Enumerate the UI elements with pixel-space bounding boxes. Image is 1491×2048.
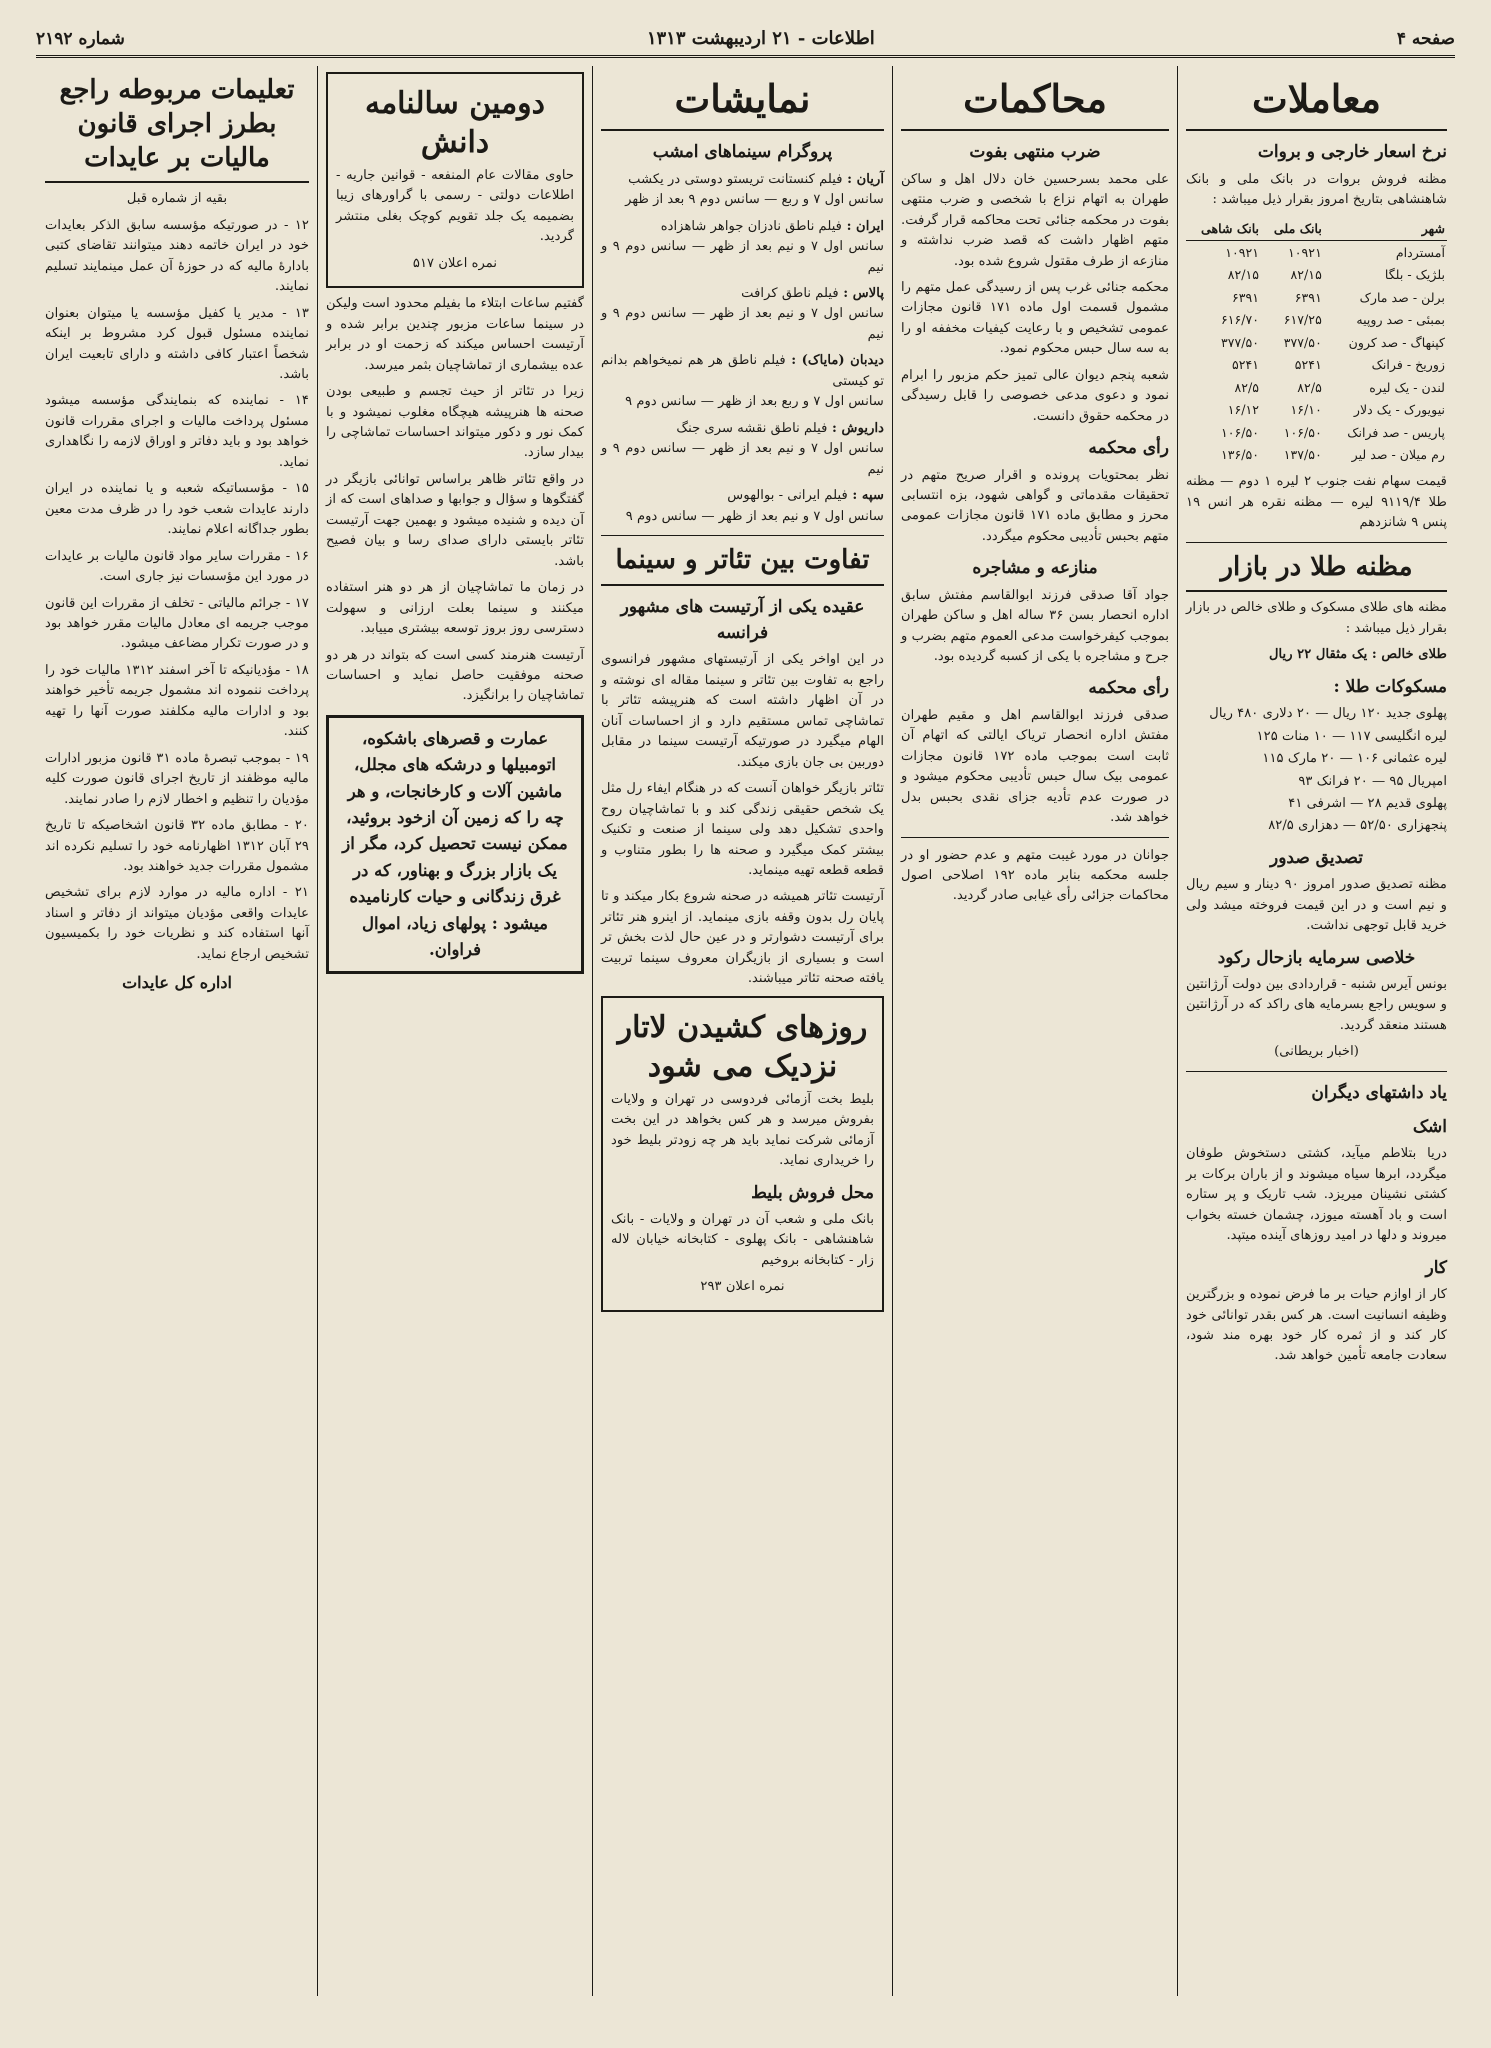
lottery-places: بانک ملی و شعب آن در تهران و ولایات - بانک شاهنشاهی - بانک پهلوی - کتابخانه خیابان لاله زار - کتابخانه بروخیم [611,1211,874,1268]
verdict-heading-2: رأی محکمه [1088,678,1169,699]
rates-cell: ۱۳۷/۵۰ [1283,447,1322,463]
column-tax [37,66,317,1996]
rates-cell: ۶۱۶/۷۰ [1220,312,1260,328]
coin-price: امپریال ۹۵ — ۲۰ فرانک ۹۳ [1298,773,1447,789]
rates-column-header: شهر [1324,217,1447,241]
almanac-ad-number: نمره اعلان ۵۱۷ [412,255,498,271]
coin-price: لیره انگلیسی ۱۱۷ — ۱۰ منات ۱۲۵ [1256,728,1447,744]
lottery-ad-number: نمره اعلان ۲۹۳ [700,1279,785,1295]
rates-cell: ۳۷۷/۵۰ [1220,334,1260,350]
rates-cell: زوریخ - فرانک [1371,357,1445,373]
rates-cell: ۸۲/۱۵ [1227,267,1260,283]
court-text-1: علی محمد بسرحسین خان دلال اهل و ساکن طهران به اتهام نزاع با شخصی و ضرب منتهی بفوت در محکمه جنائی تحت محاکمه قرار گرفت. متهم اظهار داشت که قصد ضرب نداشته و منازعه از طرف مقتول شروع شده بود. [901,171,1169,269]
rates-cell: ۱۰۶/۵۰ [1283,424,1322,440]
rates-cell: بلژیک - بلگا [1384,267,1445,283]
pure-gold: طلای خالص : یک مثقال ۲۲ ریال [1268,647,1447,663]
page-number: صفحه ۴ [1396,28,1455,49]
theatre-text-2: تئاتر بازیگر خواهان آنست که در هنگام ایفاء رل مثل یک شخص حقیقی زندگی کند و با تماشاچیان روح واحدی تشکیل دهد ولی سینما از صنعت و تکنیک بیشتر کمک میگیرد و صحنه ها را بطور متناوب و قطعه قطعه تهیه مینماید. [601,781,884,878]
show-times: سانس اول ۷ و نیم بعد از ظهر — سانس دوم ۹ [625,508,884,524]
court-sub-2: منازعه و مشاجره [972,558,1098,579]
cinema-name: داریوش : [827,420,884,436]
capital-text: بونس آیرس شنبه - قراردادی بین دولت آرژانتین و سویس راجع بسرمایه های راکد که در آرژانتین هستند منعقد گردید. [1186,976,1447,1033]
coin-price: پهلوی جدید ۱۲۰ ریال — ۲۰ دلاری ۴۸۰ ریال [1209,706,1447,722]
rates-row [1186,264,1447,287]
cinema-name: سپه : [847,488,884,504]
gold-intro: مظنه های طلای مسکوک و طلای خالص در بازار بقرار ذیل میباشد : [1186,600,1447,636]
rates-cell: آمستردام [1395,244,1445,260]
court-text-2: محکمه جنائی غرب پس از رسیدگی عمل متهم را مشمول قسمت اول ماده ۱۷۱ قانون مجازات عمومی تشخیص و با رعایت کیفیات مخففه او را به سه سال حبس محکوم نمود. [901,280,1169,357]
coins-heading: مسکوکات طلا : [1333,676,1447,697]
coin-price: پهلوی قدیم ۲۸ — اشرفی ۴۱ [1288,795,1447,811]
tax-paragraph: ۱۸ - مؤدیانیکه تا آخر اسفند ۱۳۱۲ مالیات خود را پرداخت ننموده اند مشمول جریمه تأخیر خواهند بود و ادارات مالیه مکلفند صورت آنها را تهیه کنند. [45,662,309,740]
film-title: فیلم ناطق کرافت [741,286,839,301]
rates-cell: ۸۲/۱۵ [1290,267,1322,283]
almanac-text-3: در واقع تئاتر ظاهر براساس توانائی بازیگر در گفتگوها و سؤال و جوابها و صداهای است که از آن دیده و شنیده میشود و بهمین جهت آرتیست تئاتر بایستی دارای صدای رسا و بیان فصیح باشد. [326,471,584,569]
tax-paragraph: ۱۵ - مؤسساتیکه شعبه و یا نماینده در ایران دارند عایدات شعب خود را در ظرف مدت معین بطور جداگانه اعلام نمایند. [45,481,309,538]
newspaper-date: اطلاعات - ۲۱ اردیبهشت ۱۳۱۳ [646,28,875,49]
rates-heading: نرخ اسعار خارجی و بروات [1257,142,1447,163]
lottery-text: بلیط بخت آزمائی فردوسی در تهران و ولایات بفروش میرسد و هر کس بخواهد در این بخت آزمائی شرکت نماید باید هر چه زودتر بلیط خود را خریداری نماید. [611,1091,874,1169]
rates-cell: کپنهاگ - صد کرون [1348,334,1445,350]
poem-title: اشک [1412,1117,1447,1138]
issue-number: شماره ۲۱۹۲ [36,28,125,49]
program-list [601,170,884,527]
gold-headline: مظنه طلا در بازار [1186,551,1447,593]
capital-source: (اخبار بریطانی) [1274,1044,1359,1060]
export-text: مظنه تصدیق صدور امروز ۹۰ دینار و سیم ریال و نیم است و در این قیمت فروخته میشد ولی خرید قابل توجهی نداشت. [1186,877,1447,934]
verdict-text-1: نظر بمحتویات پرونده و اقرار صریح متهم در تحقیقات مقدماتی و گواهی شهود، بزه انتسابی محرز و مطابق ماده ۱۷۱ قانون مجازات عمومی متهم بحبس تأدیبی محکوم میگردد. [901,467,1169,544]
film-title: فیلم ایرانی - بوالهوس [727,488,848,504]
film-title: فیلم ناطق نقشه سری جنگ [676,420,828,436]
tax-paragraph: ۱۷ - جرائم مالیاتی - تخلف از مقررات این قانون موجب جریمه ای معادل مالیات مقرر خواهد بود و در صورت تکرار مضاعف میشود. [45,595,309,652]
shows-headline: نمایشات [601,74,884,131]
theatre-text-3: آرتیست تئاتر همیشه در صحنه شروع بکار میکند و تا پایان رل بدون وقفه بازی مینماید. از اینرو هنر تئاتر برای آرتیست دشوارتر و در عین حال لذت بخش تر است و بسیاری از بازیگران معروف سینما تربیت یافته صحنه تئاتر میباشند. [601,889,884,987]
column-shows [592,66,892,1996]
rates-row [1186,286,1447,309]
rates-cell: ۸۲/۵ [1234,379,1260,395]
tax-paragraph: ۲۰ - مطابق ماده ۳۲ قانون اشخاصیکه تا تاریخ ۲۹ آبان ۱۳۱۲ اظهارنامه خود را تسلیم نکرده اند مشمول مقررات جدید خواهند بود. [45,818,310,874]
cinema-name: ایران : [841,218,884,234]
poem-text: دریا بتلاطم میآید، کشتی دستخوش طوفان میگردد، ابرها سیاه میشوند و از باران برکات بر کشتی نشینان میریزد. شب تاریک و پر ستاره است و باد آهسته میوزد، چشمان خسته بخواب میروند و دلها در امید روزهای آینده میتپد. [1186,1146,1447,1244]
rates-row [1186,376,1447,399]
rates-cell: ۱۰۶/۵۰ [1220,424,1260,440]
cinema-program [601,486,884,527]
rates-cell: ۱۶/۱۲ [1227,402,1260,418]
tax-paragraph: ۲۱ - اداره مالیه در موارد لازم برای تشخیص عایدات واقعی مؤدیان میتواند از دفاتر و اسناد آنها استفاده کند و نظریات خود را بکمیسیون تشخیص ارجاع نماید. [45,885,309,962]
rates-cell: ۱۳۶/۵۰ [1220,447,1260,463]
rates-cell: بمبئی - صد روپیه [1356,312,1445,328]
tax-paragraph: ۱۹ - بموجب تبصرهٔ ماده ۳۱ قانون مزبور ادارات مالیه موظفند از تاریخ اجرای قانون صورت کلیه مؤدیان را تنظیم و اخطار لازم را صادر نمایند. [45,750,309,807]
tax-paragraph: ۱۳ - مدیر یا کفیل مؤسسه یا میتوان بعنوان نماینده مسئول قبول کرد مشروط بر اینکه شخصاً اعتبار کافی داشته و دارای تابعیت ایران باشد. [45,305,309,383]
work-advertisement: عمارت و قصرهای باشکوه، اتومبیلها و درشکه های مجلل، ماشین آلات و کارخانجات، و هر چه را که زمین آن ازخود بروئید، ممکن نیست تحصیل کرد، مگر از یک بازار بزرگ و بهناور، که در غرق زندگانی و حیات کارنامیده میشود : پولهای زیاد، اموال فراوان. [326,715,584,975]
program-heading: پروگرام سینماهای امشب [652,142,833,163]
rates-column-header: بانک ملی [1261,217,1324,241]
column-court [892,66,1177,1996]
cinema-program [601,419,884,480]
columns [36,66,1455,1996]
court-headline: محاکمات [901,74,1169,131]
lottery-places-heading: محل فروش بلیط [751,1182,874,1203]
lottery-ad [601,996,884,1312]
almanac-ad [326,72,584,288]
tax-headline: تعلیمات مربوطه راجع بطرز اجرای قانون مالیات بر عایدات [45,74,309,183]
notes-heading: یاد داشتهای دیگران [1311,1082,1447,1103]
tax-continued: بقیه از شماره قبل [126,191,228,207]
almanac-intro: حاوی مقالات عام المنفعه - قوانین جاریه - اطلاعات دولتی - رسمی با گراورهای زیبا بضمیمه یک جلد تقویم کوچک بغلی منتشر گردید. [336,168,574,245]
cinema-program [601,170,884,211]
almanac-text-4: در زمان ما تماشاچیان از هر دو هنر استفاده میکنند و سینما بعلت ارزانی و سهولت دسترسی روز بروز توسعه بیشتری مییابد. [326,580,584,637]
rates-cell: ۶۱۷/۲۵ [1283,312,1322,328]
rates-cell: ۱۶/۱۰ [1290,402,1322,418]
rates-cell: برلن - صد مارک [1359,289,1445,305]
lottery-title: روزهای کشیدن لاتار نزدیک می شود [617,1009,868,1084]
rates-column-header: بانک شاهی [1186,217,1261,241]
rates-row [1186,331,1447,354]
court-text-3: شعبه پنجم دیوان عالی تمیز حکم مزبور را ابرام نمود و دعوی مدعی خصوصی را قابل رسیدگی در محکمه حقوق دانست. [901,367,1169,424]
rates-row [1186,354,1447,377]
rates-row [1186,444,1447,467]
film-title: فیلم ناطق هر هم نمیخواهم بدانم تو کیستی [601,353,884,389]
column-trade [1177,66,1455,1996]
rates-cell: ۳۷۷/۵۰ [1283,334,1322,350]
rates-cell: ۱۰۹۲۱ [1225,244,1260,260]
rates-cell: پاریس - صد فرانک [1347,424,1445,440]
tax-signature: اداره کل عایدات [122,973,232,993]
exchange-rates-table [1186,217,1447,467]
cinema-program [601,351,884,412]
trade-headline: معاملات [1186,74,1447,131]
show-times: سانس اول ۷ و ربع بعد از ظهر — سانس دوم ۹ [625,394,884,410]
work-text: کار از اوازم حیات بر ما فرض نموده و بزرگترین وظیفه انسانیت است. هر کس بقدر توانائی خود کار کند و از ثمره کار خود بهره مند شود، سعادت جامعه تأمین خواهد شد. [1186,1287,1447,1364]
tax-paragraph: ۱۴ - نماینده که بنمایندگی مؤسسه میشود مسئول پرداخت مالیات و اجرای مقررات قانون خواهد بود و باید دفاتر و اوراق لازمه را نگاهداری نماید. [45,393,309,470]
court-text-4: جواد آقا صدقی فرزند ابوالقاسم مفتش سابق اداره انحصار بسن ۳۶ ساله اهل و ساکن طهران بموجب کیفرخواست مدعی العموم متهم بضرب و جرح و مشاجره با یکی از کسبه گردیده بود. [901,587,1169,665]
masthead [36,28,1455,58]
capital-heading: خلاصی سرمایه بازحال رکود [1217,947,1416,968]
show-times: سانس اول ۷ و نیم بعد از ظهر — سانس دوم ۹ و نیم [601,239,884,275]
tax-paragraph: ۱۶ - مقررات سایر مواد قانون مالیات بر عایدات در مورد این مؤسسات نیز جاری است. [45,548,309,585]
theatre-text-1: در این اواخر یکی از آرتیستهای مشهور فرانسوی راجع به تفاوت بین تئاتر و سینما مقاله ای نوشته و در آن اظهار داشته است که هنرپیشه تئاتر با تماشاچی تماس مستقیم دارد و از احساسات آنان الهام میگیرد در صورتیکه آرتیست سینما در مقابل دوربین بی جان بازی میکند. [601,652,884,770]
coin-price: لیره عثمانی ۱۰۶ — ۲۰ مارک ۱۱۵ [1262,751,1447,767]
coin-price: پنجهزاری ۵۲/۵۰ — دهزاری ۸۲/۵ [1268,818,1447,834]
rates-cell: ۱۰۹۲۱ [1288,244,1322,260]
rates-row [1186,421,1447,444]
rates-row [1186,309,1447,332]
film-title: فیلم ناطق نادزان جواهر شاهزاده [660,218,842,234]
cinema-name: پالاس : [838,286,884,301]
work-title: کار [1425,1257,1447,1278]
cinema-program [601,284,884,345]
rates-notes: قیمت سهام نفت جنوب ۲ لیره ۱ دوم — مظنه طلا ۹۱۱۹/۴ لیره — مظنه نقره هر انس ۱۹ پنس ۹ شانزدهم [1186,474,1447,531]
tax-paragraph: ۱۲ - در صورتیکه مؤسسه سابق الذکر بعایدات خود در ایران خاتمه دهند میتوانند تقاضای کتبی بادارهٔ مالیه که در حوزهٔ آن عمل مینمایند تسلیم نمایند. [45,217,309,295]
show-times: سانس اول ۷ و نیم بعد از ظهر — سانس دوم ۹ و نیم [601,441,884,477]
rates-cell: رم میلان - صد لیر [1351,447,1445,463]
export-heading: تصدیق صدور [1269,847,1363,868]
almanac-text-2: زیرا در تئاتر از حیث تجسم و طبیعی بودن صحنه ها هنرپیشه هیچگاه مغلوب نمیشود و با کمک نور و دکور میتواند احساسات تماشاچی را بیدار سازد. [326,384,584,461]
coins-list [1186,704,1447,837]
show-times: سانس اول ۷ و ربع — سانس دوم ۹ بعد از ظهر [625,192,884,208]
cinema-name: آریان : [842,171,884,187]
cinema-name: دیدبان (مایاک) : [785,353,884,369]
rates-row [1186,241,1447,264]
film-title: فیلم کنستانت تریستو دوستی در یکشب [628,171,843,187]
rates-cell: لندن - یک لیره [1369,379,1445,395]
rates-cell: ۶۳۹۱ [1294,289,1322,305]
rates-row [1186,399,1447,422]
cinema-program [601,217,884,278]
almanac-text-1: گفتیم ساعات ابتلاء ما بفیلم محدود است ولیکن در سینما ساعات مزبور چندین برابر شده و آرتیست احساس میکند که زحمت او در برابر عده بیشماری از تماشاچیان بثمر میرسد. [326,296,584,373]
column-almanac [317,66,592,1996]
verdict-heading-1: رأی محکمه [1088,438,1169,459]
court-sub-1: ضرب منتهی بفوت [969,142,1101,163]
theatre-headline: تفاوت بین تئاتر و سینما [601,544,884,586]
court-text-5: جوانان در مورد غیبت متهم و عدم حضور او در جلسه محکمه بنابر ماده ۱۹۲ اصلاحی اصول محاکمات جزائی رأی غیابی صادر گردید. [901,847,1170,904]
verdict-text-2: صدقی فرزند ابوالقاسم اهل و مقیم طهران مفتش اداره انحصار تریاک ایالتی که اتهام آن ثابت است بموجب ماده ۱۷۲ قانون مجازات عمومی بیک سال حبس تأدیبی محکوم میشود و در صورت عدم تأدیه جزای نقدی بحبس بدل خواهد شد. [901,707,1170,826]
show-times: سانس اول ۷ و نیم بعد از ظهر — سانس دوم ۹ و نیم [601,306,884,342]
almanac-text-5: آرتیست هنرمند کسی است که بتواند در هر دو صحنه موفقیت حاصل نماید و احساسات تماشاچیان را برانگیزد. [326,647,584,704]
rates-cell: ۶۳۹۱ [1231,289,1260,305]
rates-cell: ۸۲/۵ [1297,379,1322,395]
rates-cell: ۵۲۴۱ [1231,357,1260,373]
rates-cell: نیویورک - یک دلار [1353,402,1445,418]
rates-cell: ۵۲۴۱ [1294,357,1322,373]
tax-paragraphs [45,216,309,965]
almanac-title: دومین سالنامه دانش [364,86,545,160]
rates-intro: مظنه فروش بروات در بانک ملی و بانک شاهنشاهی بتاریخ امروز بقرار ذیل میباشد : [1186,171,1447,208]
theatre-subheading: عقیده یکی از آرتیست های مشهور فرانسه [620,596,865,644]
